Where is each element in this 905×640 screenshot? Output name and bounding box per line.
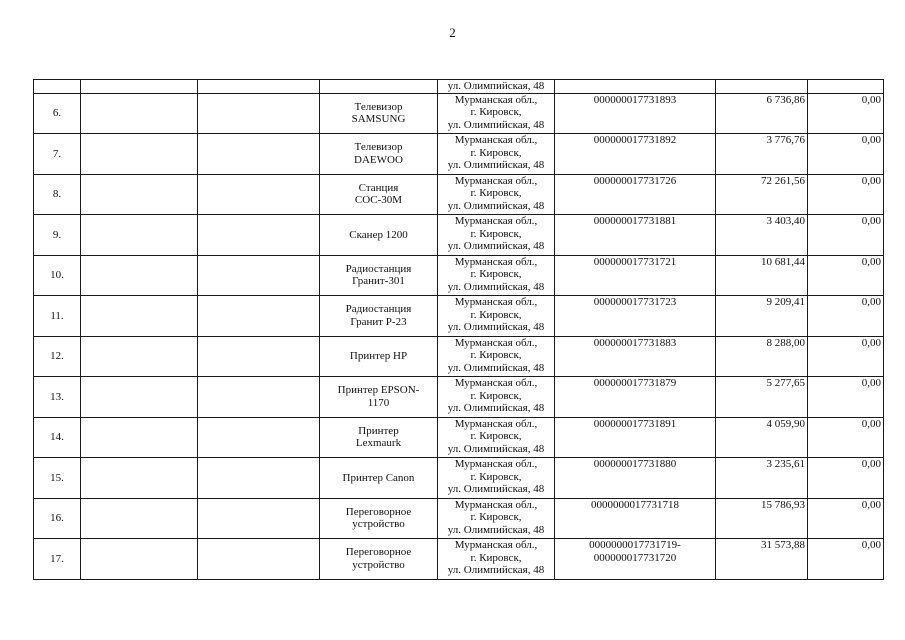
cell-item-name: [320, 174, 438, 215]
cell-text-line: ул. Олимпийская, 48: [447, 442, 545, 455]
cell-inventory-number: [555, 498, 716, 539]
cell-text-line: Сканер 1200: [349, 228, 408, 241]
cell-text-line: ул. Олимпийская, 48: [447, 199, 545, 212]
table-row: [34, 134, 884, 175]
cell-extra-value: 0,00: [808, 296, 884, 337]
cell-amount: 3 776,76: [716, 134, 808, 175]
cell-address: [438, 296, 555, 337]
cell-extra-value: 0,00: [808, 336, 884, 377]
cell-item-name: [320, 215, 438, 256]
cell-empty: [716, 80, 808, 94]
cell-text-line: ул. Олимпийская, 48: [447, 118, 545, 131]
cell-row-number: 6.: [34, 93, 81, 134]
cell-empty: [81, 377, 198, 418]
cell-empty: [198, 134, 320, 175]
cell-empty: [198, 377, 320, 418]
cell-inventory-number: [555, 134, 716, 175]
cell-address: [438, 255, 555, 296]
cell-empty: [198, 215, 320, 256]
cell-extra-value: 0,00: [808, 255, 884, 296]
cell-text-line: SAMSUNG: [351, 113, 406, 126]
cell-empty: [81, 93, 198, 134]
cell-text-line: 000000017731721: [593, 255, 677, 268]
table-body: [34, 80, 884, 580]
cell-text-line: г. Кировск,: [470, 106, 522, 118]
cell-text-line: 000000017731883: [593, 336, 677, 349]
cell-text-line: Переговорное: [345, 546, 412, 559]
cell-text-line: Радиостанция: [345, 262, 412, 275]
cell-text-line: 000000017731726: [593, 174, 677, 187]
cell-text-line: устройство: [352, 518, 405, 531]
cell-text-line: Переговорное: [345, 505, 412, 518]
cell-text-line: ул. Олимпийская, 48: [447, 240, 545, 252]
table-row: [34, 417, 884, 458]
cell-empty: [81, 215, 198, 256]
cell-text-line: 000000017731879: [593, 377, 677, 389]
cell-text-line: Мурманская обл.,: [454, 458, 538, 470]
cell-text-line: 000000017731720: [593, 551, 677, 564]
cell-text-line: ул. Олимпийская, 48: [447, 523, 545, 536]
cell-text-line: Радиостанция: [345, 303, 412, 316]
cell-text-line: Телевизор: [354, 100, 403, 113]
cell-amount: 3 235,61: [716, 458, 808, 499]
cell-amount: 72 261,56: [716, 174, 808, 215]
page-number: 2: [449, 25, 456, 40]
cell-text-line: г. Кировск,: [470, 268, 522, 280]
cell-amount: 3 403,40: [716, 215, 808, 256]
cell-text-line: 000000017731893: [593, 93, 677, 106]
cell-amount: 9 209,41: [716, 296, 808, 337]
cell-text-line: 000000017731881: [593, 215, 677, 227]
cell-amount: 5 277,65: [716, 377, 808, 418]
cell-empty: [81, 80, 198, 94]
cell-empty: [81, 498, 198, 539]
cell-empty: [81, 417, 198, 458]
cell-inventory-number: [555, 539, 716, 580]
table-row: [34, 93, 884, 134]
table-row: [34, 539, 884, 580]
cell-text-line: г. Кировск,: [470, 308, 522, 321]
cell-text-line: г. Кировск,: [470, 430, 522, 442]
cell-empty: [555, 80, 716, 94]
cell-inventory-number: [555, 174, 716, 215]
cell-text-line: Мурманская обл.,: [454, 255, 538, 268]
cell-text-line: ул. Олимпийская, 48: [447, 402, 545, 414]
table-row: [34, 377, 884, 418]
cell-empty: [198, 93, 320, 134]
cell-inventory-number: [555, 458, 716, 499]
cell-inventory-number: [555, 377, 716, 418]
cell-address: [438, 215, 555, 256]
cell-text-line: г. Кировск,: [470, 470, 522, 483]
cell-text-line: Мурманская обл.,: [454, 296, 538, 308]
cell-item-name: [320, 377, 438, 418]
cell-item-name: [320, 296, 438, 337]
cell-extra-value: 0,00: [808, 215, 884, 256]
cell-extra-value: 0,00: [808, 539, 884, 580]
cell-empty: [81, 134, 198, 175]
property-table: [33, 79, 884, 580]
cell-extra-value: 0,00: [808, 498, 884, 539]
cell-address: [438, 336, 555, 377]
cell-address-continuation: ул. Олимпийская, 48: [438, 80, 555, 94]
cell-empty: [198, 174, 320, 215]
cell-empty: [34, 80, 81, 94]
cell-text-line: Мурманская обл.,: [454, 93, 538, 106]
cell-text-line: 1170: [367, 396, 390, 409]
cell-address: [438, 498, 555, 539]
cell-empty: [198, 458, 320, 499]
table-row: [34, 296, 884, 337]
cell-item-name: [320, 336, 438, 377]
cell-amount: 31 573,88: [716, 539, 808, 580]
cell-row-number: 8.: [34, 174, 81, 215]
cell-row-number: 9.: [34, 215, 81, 256]
cell-text-line: Мурманская обл.,: [454, 377, 538, 389]
cell-item-name: [320, 255, 438, 296]
cell-empty: [198, 296, 320, 337]
cell-text-line: Принтер Canon: [342, 471, 415, 484]
cell-extra-value: 0,00: [808, 377, 884, 418]
cell-text-line: ул. Олимпийская, 48: [447, 564, 545, 576]
cell-text-line: Мурманская обл.,: [454, 134, 538, 146]
cell-empty: [81, 296, 198, 337]
cell-extra-value: 0,00: [808, 174, 884, 215]
cell-empty: [81, 336, 198, 377]
cell-text-line: г. Кировск,: [470, 227, 522, 240]
cell-row-number: 14.: [34, 417, 81, 458]
cell-text-line: ул. Олимпийская, 48: [447, 321, 545, 333]
cell-text-line: г. Кировск,: [470, 511, 522, 523]
table-row: [34, 458, 884, 499]
cell-inventory-number: [555, 255, 716, 296]
cell-row-number: 13.: [34, 377, 81, 418]
cell-text-line: DAEWOO: [354, 153, 403, 166]
table-row: [34, 255, 884, 296]
cell-text-line: ул. Олимпийская, 48: [447, 159, 545, 171]
cell-row-number: 15.: [34, 458, 81, 499]
cell-text-line: Гранит Р-23: [350, 315, 407, 328]
cell-empty: [198, 80, 320, 94]
cell-text-line: Мурманская обл.,: [454, 539, 538, 551]
cell-text-line: г. Кировск,: [470, 389, 522, 402]
cell-item-name: [320, 134, 438, 175]
cell-text-line: Станция: [358, 181, 399, 194]
cell-inventory-number: [555, 215, 716, 256]
cell-inventory-number: [555, 93, 716, 134]
cell-text-line: г. Кировск,: [470, 349, 522, 361]
cell-text-line: Мурманская обл.,: [454, 174, 538, 187]
cell-address: [438, 93, 555, 134]
cell-text-line: Мурманская обл.,: [454, 417, 538, 430]
cell-text-line: Принтер EPSON-: [337, 384, 420, 397]
cell-text-line: г. Кировск,: [470, 551, 522, 564]
cell-text-line: 000000017731891: [593, 417, 677, 430]
cell-text-line: Lexmaurk: [355, 437, 402, 450]
cell-amount: 10 681,44: [716, 255, 808, 296]
table-row: [34, 498, 884, 539]
table-row-continuation: [34, 80, 884, 94]
cell-text-line: 000000017731880: [593, 458, 677, 470]
cell-address: [438, 539, 555, 580]
cell-empty: [81, 174, 198, 215]
table-row: [34, 336, 884, 377]
cell-inventory-number: [555, 417, 716, 458]
cell-text-line: 000000017731723: [593, 296, 677, 308]
cell-extra-value: 0,00: [808, 134, 884, 175]
cell-row-number: 11.: [34, 296, 81, 337]
cell-empty: [198, 336, 320, 377]
cell-text-line: г. Кировск,: [470, 146, 522, 159]
cell-text-line: ул. Олимпийская, 48: [447, 361, 545, 374]
cell-text-line: СОС-30М: [354, 194, 403, 207]
cell-empty: [320, 80, 438, 94]
cell-empty: [198, 417, 320, 458]
cell-empty: [198, 498, 320, 539]
cell-row-number: 10.: [34, 255, 81, 296]
cell-inventory-number: [555, 296, 716, 337]
cell-text-line: Телевизор: [354, 141, 403, 154]
cell-text-line: Мурманская обл.,: [454, 336, 538, 349]
cell-empty: [81, 539, 198, 580]
cell-text-line: устройство: [352, 558, 405, 571]
cell-item-name: [320, 539, 438, 580]
cell-row-number: 16.: [34, 498, 81, 539]
cell-text-line: 000000017731892: [593, 134, 677, 146]
cell-text-line: Мурманская обл.,: [454, 215, 538, 227]
cell-amount: 4 059,90: [716, 417, 808, 458]
cell-empty: [198, 255, 320, 296]
cell-text-line: 0000000017731718: [591, 498, 679, 511]
cell-text-line: г. Кировск,: [470, 187, 522, 199]
cell-empty: [81, 458, 198, 499]
cell-row-number: 7.: [34, 134, 81, 175]
cell-item-name: [320, 93, 438, 134]
cell-address: [438, 417, 555, 458]
cell-address: [438, 458, 555, 499]
cell-address: [438, 174, 555, 215]
cell-inventory-number: [555, 336, 716, 377]
cell-text-line: ул. Олимпийская, 48: [447, 280, 545, 293]
cell-row-number: 17.: [34, 539, 81, 580]
cell-amount: 15 786,93: [716, 498, 808, 539]
cell-item-name: [320, 458, 438, 499]
cell-text-line: Гранит-301: [352, 275, 405, 288]
table-row: [34, 174, 884, 215]
cell-empty: [808, 80, 884, 94]
cell-extra-value: 0,00: [808, 93, 884, 134]
cell-address: [438, 377, 555, 418]
cell-address: [438, 134, 555, 175]
cell-extra-value: 0,00: [808, 417, 884, 458]
cell-empty: [198, 539, 320, 580]
cell-text-line: Принтер HP: [349, 350, 408, 362]
cell-text-line: Принтер: [358, 424, 399, 437]
cell-amount: 6 736,86: [716, 93, 808, 134]
cell-item-name: [320, 498, 438, 539]
cell-text-line: 0000000017731719-: [589, 539, 681, 551]
cell-extra-value: 0,00: [808, 458, 884, 499]
cell-text-line: ул. Олимпийская, 48: [447, 483, 545, 495]
cell-item-name: [320, 417, 438, 458]
table-row: [34, 215, 884, 256]
cell-amount: 8 288,00: [716, 336, 808, 377]
cell-text-line: Мурманская обл.,: [454, 498, 538, 511]
cell-row-number: 12.: [34, 336, 81, 377]
cell-empty: [81, 255, 198, 296]
